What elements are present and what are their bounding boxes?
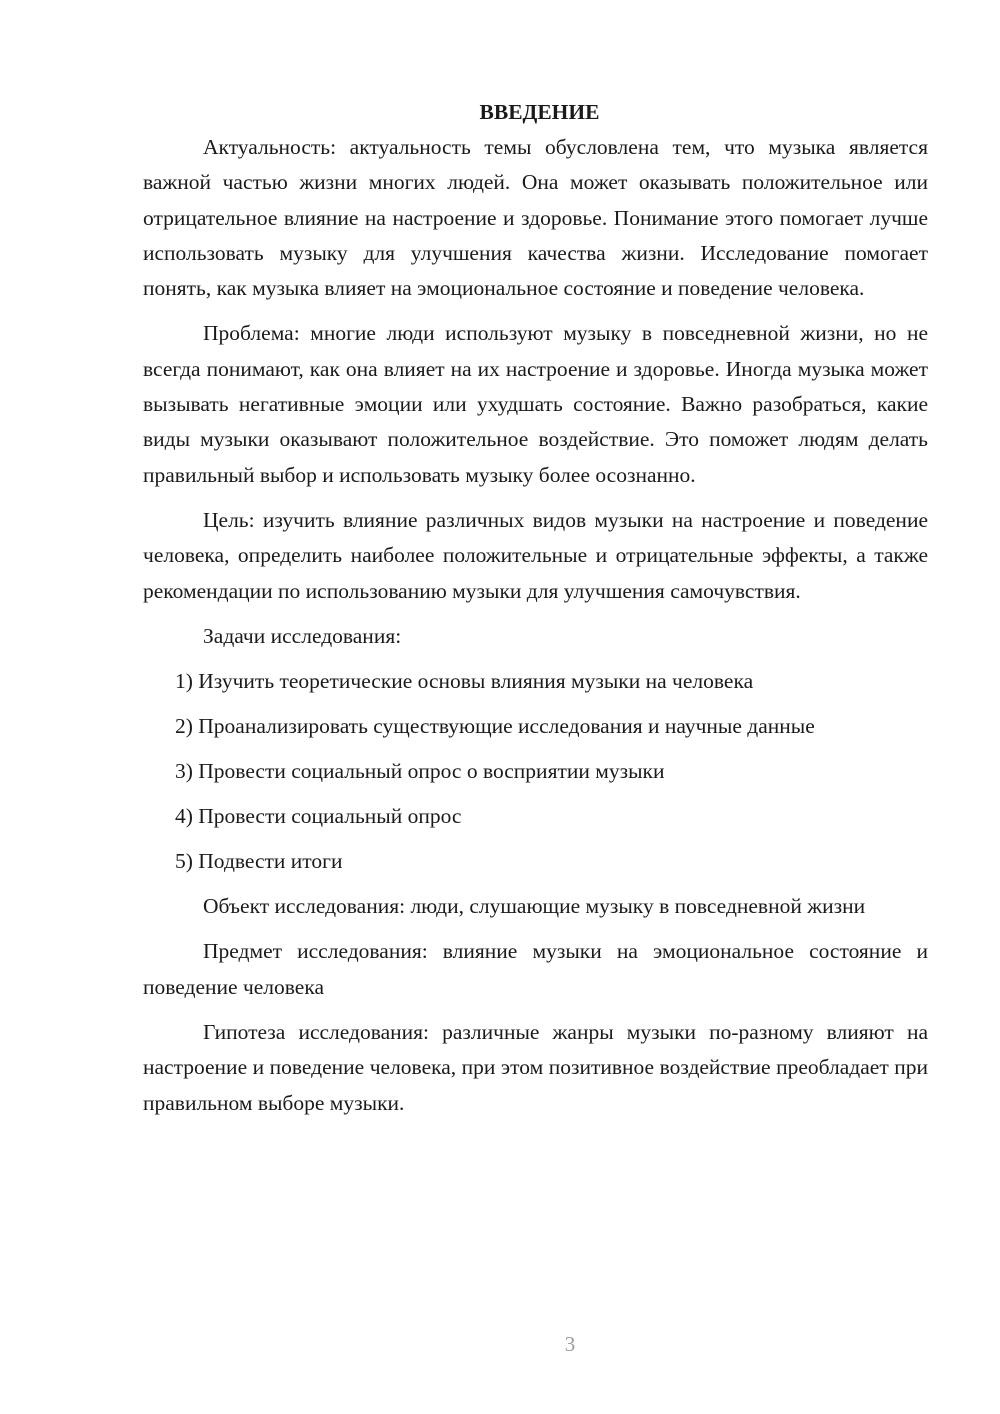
document-page [143,92,928,1121]
paragraph-hypothesis: Гипотеза исследования: различные жанры музыки по-разному влияют на настроение и поведение человека, при этом позитивное воздействие преобладает при правильном выборе музыки. [143,1020,928,1115]
paragraph-goal: Цель: изучить влияние различных видов музыки на настроение и поведение человека, определить наиболее положительные и отрицательные эффекты, а также рекомендации по использованию музыки для улучшения самочувствия. [143,507,928,603]
paragraph-object: Объект исследования: люди, слушающие музыку в повседневной жизни [203,894,866,919]
paragraph-problem: Проблема: многие люди используют музыку в повседневной жизни, но не всегда понимают, как она влияет на их настроение и здоровье. Иногда музыка может вызывать негативные эмоции или ухудшать состояние. Важно разобраться, какие виды музыки оказывают положительное воздействие. Это поможет людям делать правильный выбор и использовать музыку более осознанно. [143,321,928,487]
list-item: 2) Проанализировать существующие исследования и научные данные [175,714,815,739]
paragraph-relevance: Актуальность: актуальность темы обусловлена тем, что музыка является важной частью жизни многих людей. Она может оказывать положительное или отрицательное влияние на настроение и здоровье. Понимание этого помогает лучше использовать музыку для улучшения качества жизни. Исследование помогает понять, как музыка влияет на эмоциональное состояние и поведение человека. [143,135,928,301]
paragraph-subject: Предмет исследования: влияние музыки на эмоциональное состояние и поведение человека [143,939,928,999]
tasks-list [143,664,928,879]
list-item: 5) Подвести итоги [175,849,343,874]
tasks-heading: Задачи исследования: [203,623,402,648]
page-number: 3 [564,1332,576,1356]
list-item: 4) Провести социальный опрос [175,804,462,829]
section-title: ВВЕДЕНИЕ [479,100,600,124]
list-item: 1) Изучить теоретические основы влияния музыки на человека [175,669,754,694]
list-item: 3) Провести социальный опрос о восприятии музыки [175,759,665,784]
